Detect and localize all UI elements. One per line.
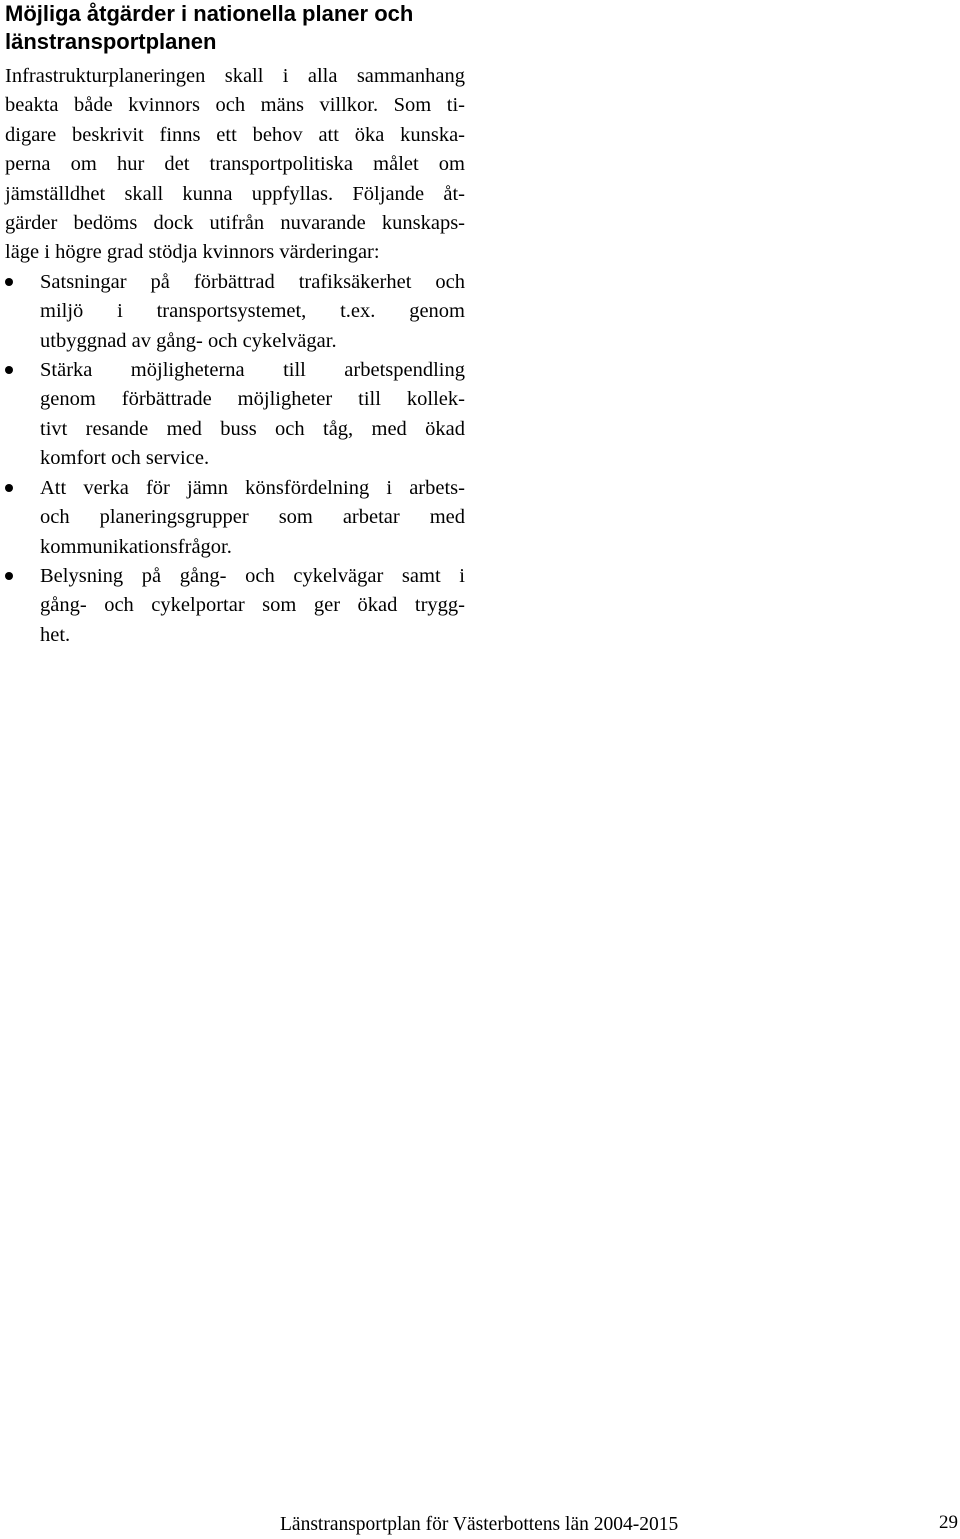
list-item (5, 268, 465, 356)
paragraph-line: jämställdhet skall kunna uppfyllas. Följande åt- (5, 182, 465, 205)
list-item-line: kommunikationsfrågor. (40, 535, 232, 558)
list-item-line: gång- och cykelportar som ger ökad trygg- (40, 594, 465, 617)
list-item-line: het. (40, 623, 71, 646)
bullet-icon (5, 366, 13, 374)
heading-line: Möjliga åtgärder i nationella planer och (5, 1, 414, 26)
list-item-line: genom förbättrade möjligheter till kollek- (40, 388, 465, 411)
paragraph-line: Infrastrukturplaneringen skall i alla sammanhang (5, 65, 465, 87)
list-item-line: och planeringsgrupper som arbetar med (40, 506, 465, 529)
list-item-line: Stärka möjligheterna till arbetspendling (40, 359, 465, 382)
bullet-icon (5, 278, 13, 286)
list-item-line: komfort och service. (40, 447, 210, 470)
list-item-line: tivt resande med buss och tåg, med ökad (40, 417, 465, 440)
measures-list (5, 268, 465, 650)
list-item-line: Att verka för jämn könsfördelning i arbets- (40, 476, 465, 499)
paragraph-line: läge i högre grad stödja kvinnors värderingar: (5, 241, 380, 264)
bullet-icon (5, 484, 13, 492)
paragraph-line: perna om hur det transportpolitiska målet om (5, 153, 465, 176)
list-item (5, 474, 465, 562)
list-item-line: miljö i transportsystemet, t.ex. genom (40, 300, 465, 323)
bullet-icon (5, 572, 13, 580)
footer-title: Länstransportplan för Västerbottens län 2004-2015 (280, 1514, 679, 1535)
page-number: 29 (939, 1512, 958, 1533)
heading-line: länstransportplanen (5, 29, 217, 54)
list-item-line: utbyggnad av gång- och cykelvägar. (40, 329, 337, 352)
body-text (5, 62, 465, 650)
list-item-line: Satsningar på förbättrad trafiksäkerhet och (40, 270, 465, 293)
list-item-line: Belysning på gång- och cykelvägar samt i (40, 564, 465, 587)
paragraph-line: gärder bedöms dock utifrån nuvarande kunskaps- (5, 212, 465, 235)
paragraph-line: digare beskrivit finns ett behov att öka kunska- (5, 123, 465, 146)
list-item (5, 356, 465, 474)
paragraph-line: beakta både kvinnors och mäns villkor. Som ti- (5, 94, 465, 117)
section-heading (5, 0, 475, 56)
list-item (5, 562, 465, 650)
intro-paragraph (5, 62, 465, 268)
